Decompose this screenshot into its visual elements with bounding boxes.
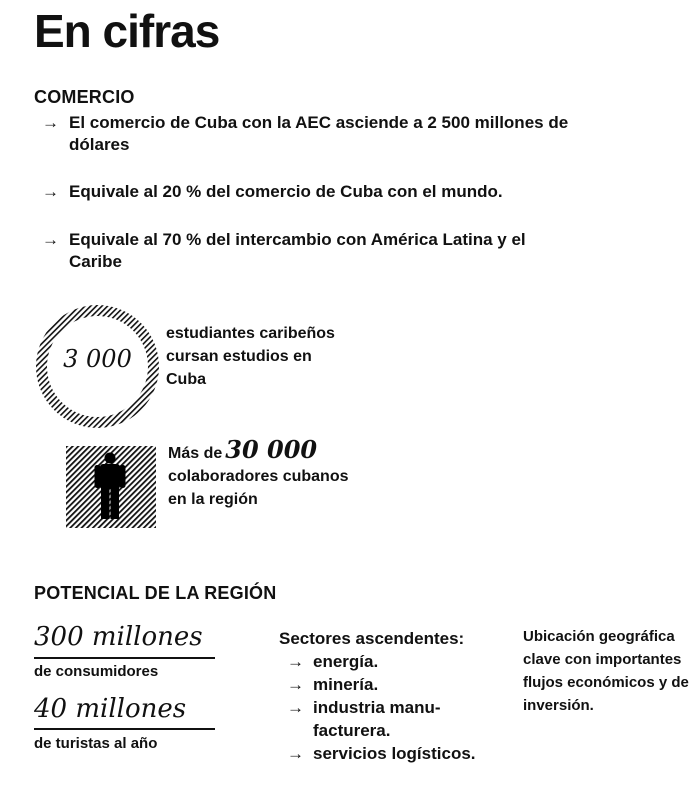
sector-item <box>279 742 509 765</box>
sectors-title: Sectores ascendentes: <box>279 629 465 648</box>
stat-number: 40 millones <box>34 694 187 724</box>
comercio-bullet-2 <box>42 181 582 203</box>
sector-label: minería. <box>313 675 379 694</box>
students-number: 3 000 <box>63 345 132 373</box>
comercio-bullet-text: Equivale al 70 % del intercambio con América Latina y el Caribe <box>69 230 526 271</box>
sector-item <box>279 650 509 673</box>
sector-item <box>279 696 467 742</box>
worker-person-icon <box>66 446 156 528</box>
arrow-right-icon: → <box>42 230 59 249</box>
potencial-heading: POTENCIAL DE LA REGIÓN <box>34 583 277 603</box>
collaborators-block <box>168 435 368 511</box>
arrow-right-icon: → <box>42 113 59 132</box>
students-text: estudiantes caribeños cursan estudios en Cuba <box>166 325 335 388</box>
sector-label: servicios logísticos. <box>313 744 476 763</box>
collaborators-prefix: Más de <box>168 445 223 462</box>
comercio-bullet-3 <box>42 229 582 273</box>
divider <box>34 728 215 730</box>
sector-item <box>279 673 509 696</box>
sectors-column <box>279 627 509 765</box>
location-text: Ubicación geográfica clave con importantes flujos económicos y de inversión. <box>523 628 689 714</box>
sector-label: energía. <box>313 652 379 671</box>
comercio-bullet-text: El comercio de Cuba con la AEC asciende a 2 500 millones de dólares <box>69 113 569 154</box>
arrow-right-icon: → <box>287 652 304 671</box>
arrow-right-icon: → <box>287 698 304 717</box>
comercio-heading: COMERCIO <box>34 87 135 107</box>
stat-label: de consumidores <box>34 663 159 680</box>
arrow-right-icon: → <box>287 744 304 763</box>
page-title: En cifras <box>34 5 220 57</box>
collaborators-number: 30 000 <box>225 435 318 464</box>
arrow-right-icon: → <box>42 182 59 201</box>
stat-number: 300 millones <box>34 622 203 652</box>
divider <box>34 657 215 659</box>
comercio-bullet-text: Equivale al 20 % del comercio de Cuba con el mundo. <box>69 182 503 201</box>
collaborators-text: colaboradores cubanos en la región <box>168 468 349 508</box>
sector-label: industria manu-facturera. <box>313 698 441 740</box>
comercio-bullet-1 <box>42 112 582 156</box>
arrow-right-icon: → <box>287 675 304 694</box>
stat-label: de turistas al año <box>34 735 158 752</box>
